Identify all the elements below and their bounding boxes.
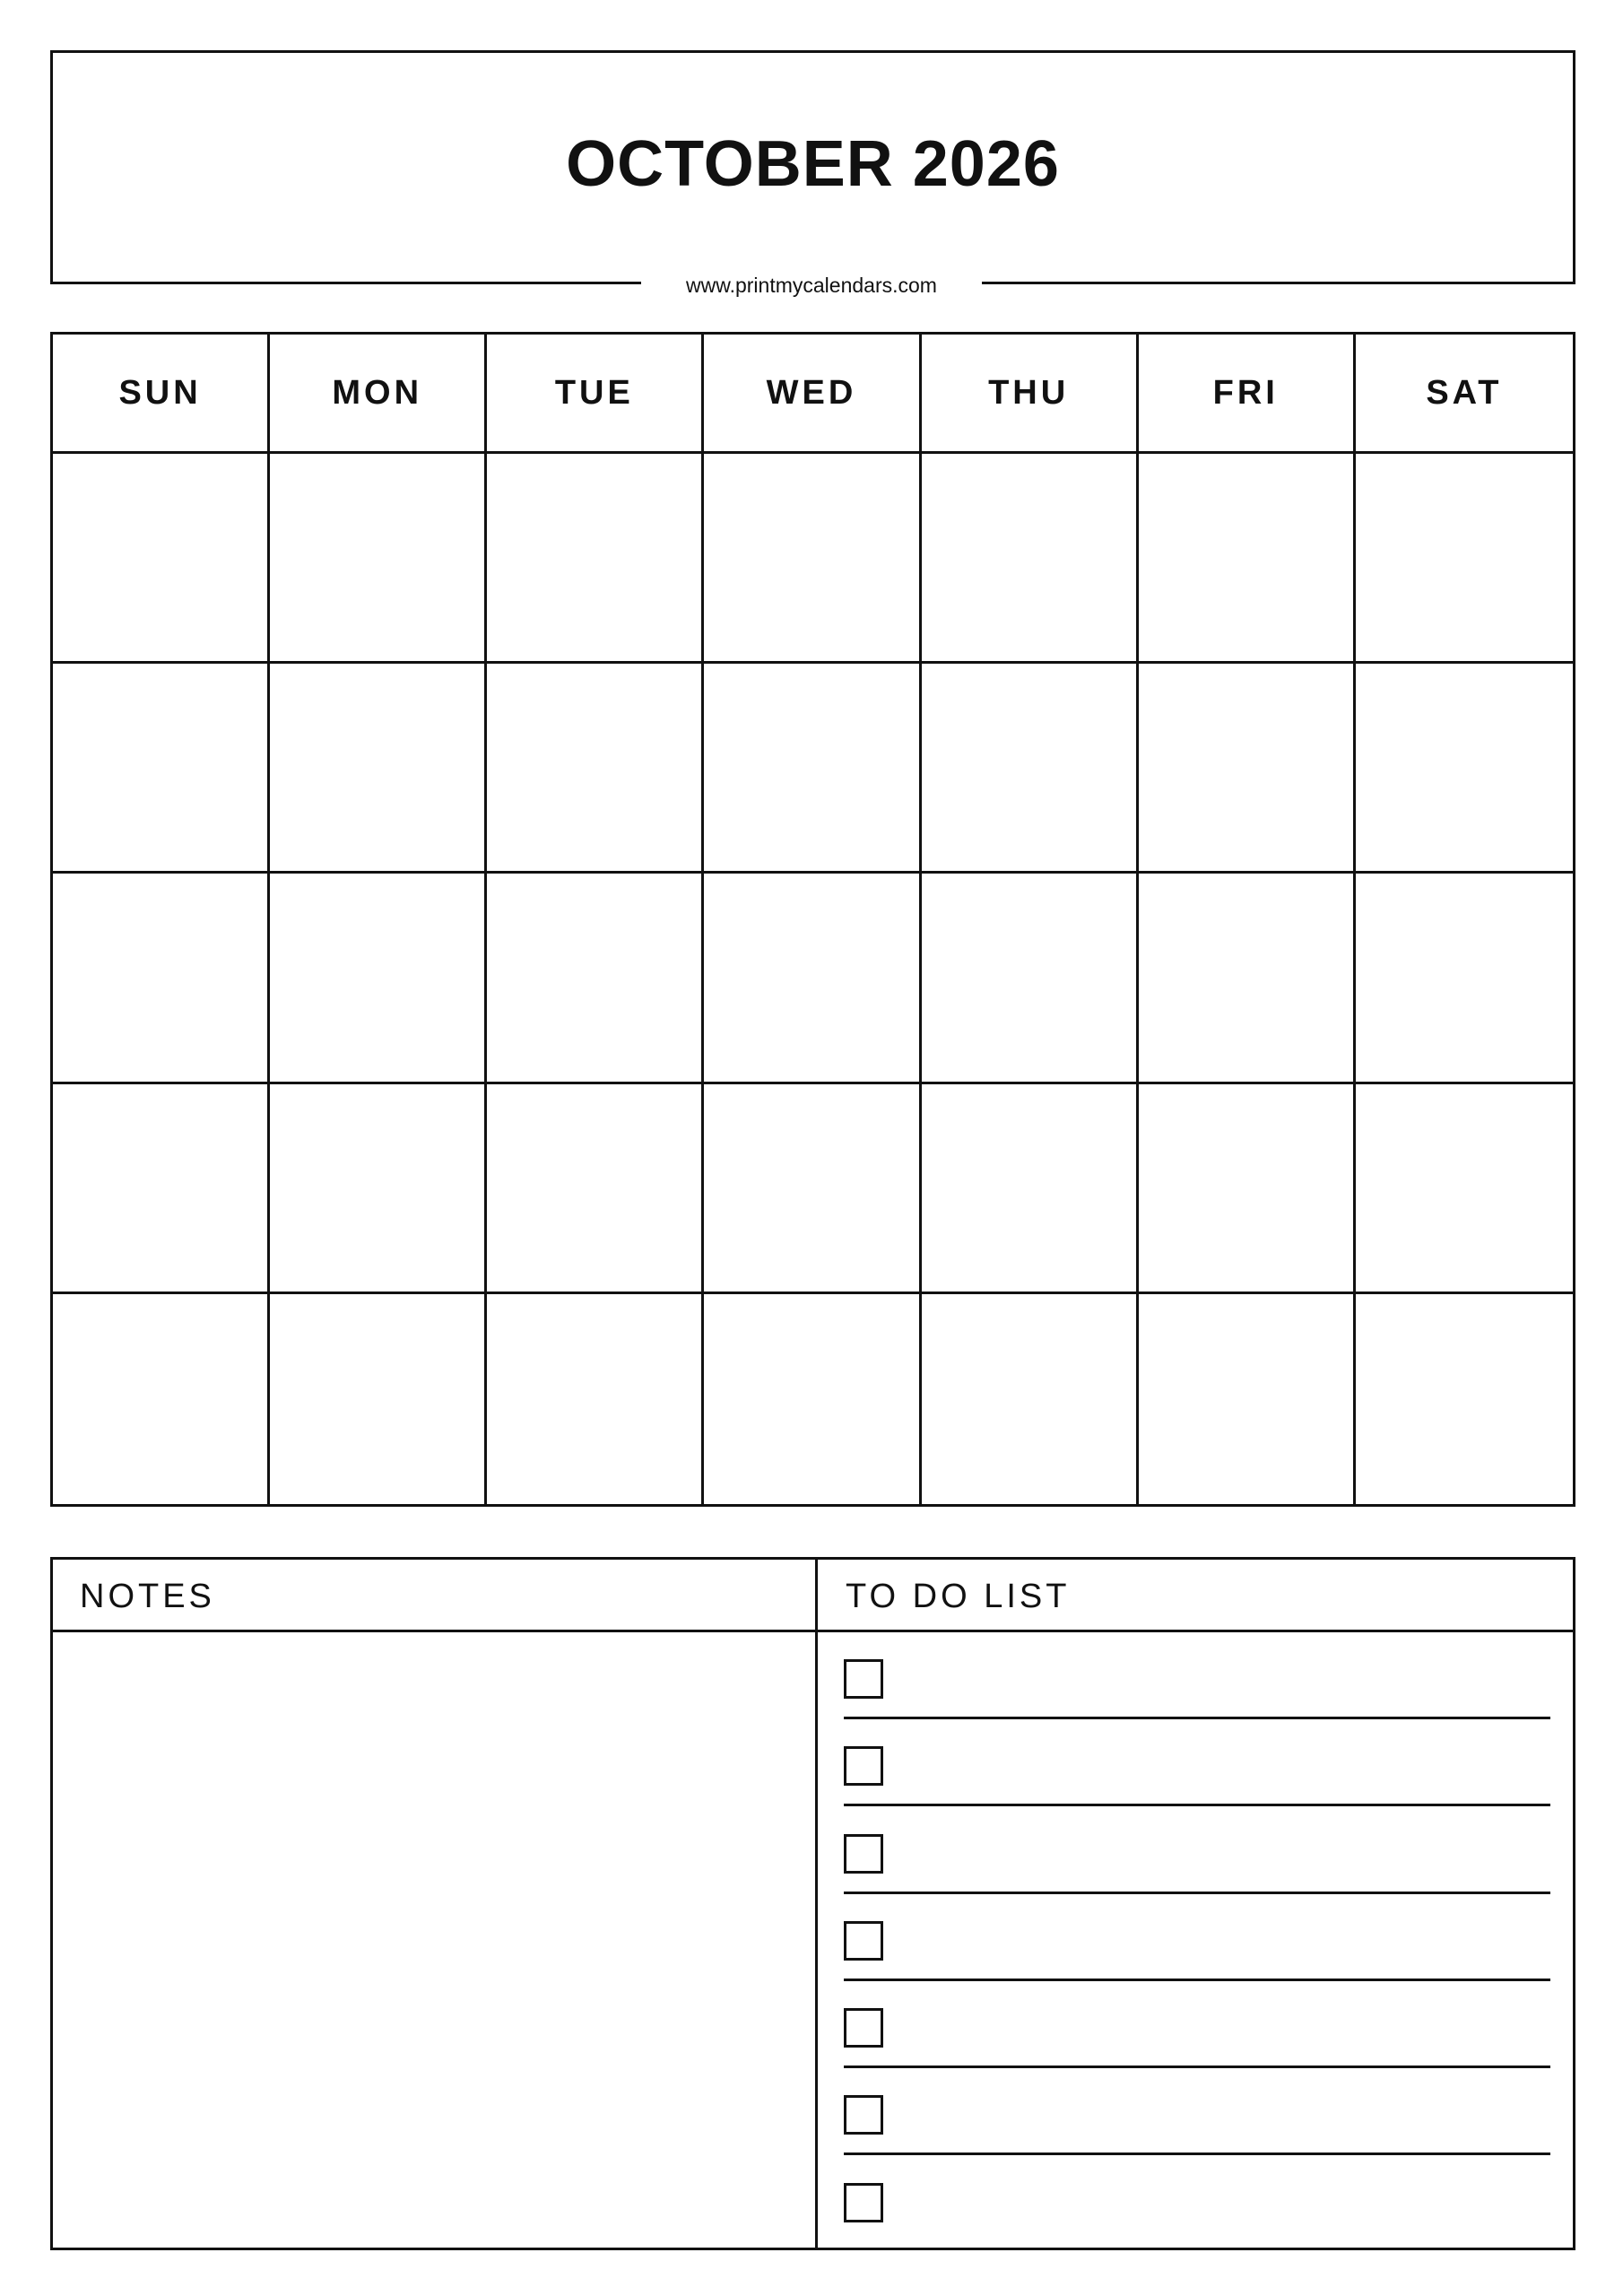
todo-item bbox=[844, 2156, 1550, 2243]
day-cell[interactable] bbox=[704, 664, 921, 874]
day-cell[interactable] bbox=[704, 874, 921, 1083]
day-cell[interactable] bbox=[270, 454, 487, 664]
day-cell[interactable] bbox=[1356, 664, 1573, 874]
weekday-header: SUN bbox=[53, 335, 270, 454]
day-cell[interactable] bbox=[53, 1084, 270, 1294]
day-cell[interactable] bbox=[704, 1294, 921, 1504]
checkbox-icon[interactable] bbox=[844, 1659, 883, 1699]
day-cell[interactable] bbox=[1139, 664, 1356, 874]
title-box bbox=[50, 50, 1575, 284]
day-cell[interactable] bbox=[270, 1084, 487, 1294]
day-cell[interactable] bbox=[1356, 1084, 1573, 1294]
notes-label: NOTES bbox=[80, 1578, 215, 1615]
checkbox-icon[interactable] bbox=[844, 1921, 883, 1961]
day-cell[interactable] bbox=[487, 1294, 704, 1504]
day-cell[interactable] bbox=[53, 1294, 270, 1504]
checkbox-icon[interactable] bbox=[844, 2095, 883, 2135]
panel-divider-vertical bbox=[815, 1560, 818, 2248]
todo-item bbox=[844, 2068, 1550, 2155]
day-cell[interactable] bbox=[922, 664, 1139, 874]
page-title: OCTOBER 2026 bbox=[566, 128, 1060, 200]
day-cell[interactable] bbox=[1139, 874, 1356, 1083]
day-cell[interactable] bbox=[53, 874, 270, 1083]
weekday-header: FRI bbox=[1139, 335, 1356, 454]
checkbox-icon[interactable] bbox=[844, 2008, 883, 2048]
day-cell[interactable] bbox=[1139, 1084, 1356, 1294]
todo-label: TO DO LIST bbox=[846, 1578, 1071, 1615]
day-cell[interactable] bbox=[922, 874, 1139, 1083]
day-cell[interactable] bbox=[487, 664, 704, 874]
day-cell[interactable] bbox=[1139, 1294, 1356, 1504]
day-cell[interactable] bbox=[53, 454, 270, 664]
day-cell[interactable] bbox=[704, 1084, 921, 1294]
todo-item bbox=[844, 1632, 1550, 1719]
weekday-header: MON bbox=[270, 335, 487, 454]
day-cell[interactable] bbox=[270, 874, 487, 1083]
day-cell[interactable] bbox=[53, 664, 270, 874]
weekday-header: TUE bbox=[487, 335, 704, 454]
day-cell[interactable] bbox=[487, 454, 704, 664]
weekday-header: WED bbox=[704, 335, 921, 454]
day-cell[interactable] bbox=[1139, 454, 1356, 664]
todo-item bbox=[844, 1719, 1550, 1806]
day-cell[interactable] bbox=[270, 664, 487, 874]
calendar-grid bbox=[50, 332, 1575, 1507]
todo-item bbox=[844, 1981, 1550, 2068]
day-cell[interactable] bbox=[487, 874, 704, 1083]
weekday-header: THU bbox=[922, 335, 1139, 454]
day-cell[interactable] bbox=[270, 1294, 487, 1504]
checkbox-icon[interactable] bbox=[844, 1746, 883, 1786]
checkbox-icon[interactable] bbox=[844, 2183, 883, 2222]
day-cell[interactable] bbox=[922, 1084, 1139, 1294]
day-cell[interactable] bbox=[1356, 454, 1573, 664]
day-cell[interactable] bbox=[1356, 874, 1573, 1083]
checkbox-icon[interactable] bbox=[844, 1834, 883, 1874]
weekday-header: SAT bbox=[1356, 335, 1573, 454]
todo-list bbox=[844, 1632, 1550, 2243]
day-cell[interactable] bbox=[922, 1294, 1139, 1504]
website-url: www.printmycalendars.com bbox=[641, 269, 982, 301]
todo-item bbox=[844, 1807, 1550, 1894]
day-cell[interactable] bbox=[487, 1084, 704, 1294]
day-cell[interactable] bbox=[1356, 1294, 1573, 1504]
day-cell[interactable] bbox=[704, 454, 921, 664]
day-cell[interactable] bbox=[922, 454, 1139, 664]
notes-todo-panel bbox=[50, 1557, 1575, 2250]
todo-item bbox=[844, 1894, 1550, 1981]
